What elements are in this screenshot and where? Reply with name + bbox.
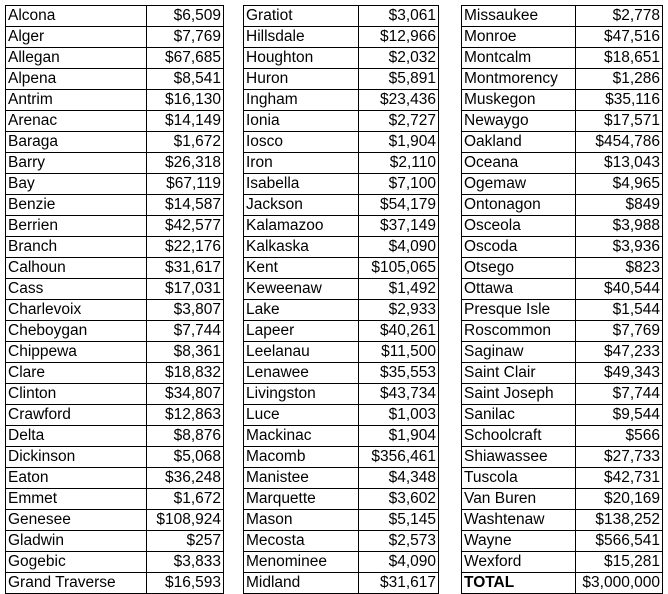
county-name-cell: Gogebic [6,552,147,573]
amount-cell: $4,965 [576,174,663,195]
table-row [244,153,439,174]
county-name-cell: Branch [6,237,147,258]
amount-cell: $37,149 [359,216,439,237]
county-name-cell: Wexford [462,552,576,573]
county-name-cell: Mackinac [244,426,359,447]
county-table-3 [461,5,663,594]
county-name-cell: Cass [6,279,147,300]
amount-cell: $3,988 [576,216,663,237]
county-name-cell: Ottawa [462,279,576,300]
county-name-cell: Berrien [6,216,147,237]
county-name-cell: Saint Clair [462,363,576,384]
county-name-cell: Lapeer [244,321,359,342]
table-row [6,531,224,552]
amount-cell: $823 [576,258,663,279]
amount-cell: $2,110 [359,153,439,174]
amount-cell: $36,248 [147,468,224,489]
table-row [244,573,439,594]
county-name-cell: Saginaw [462,342,576,363]
table-row [462,363,663,384]
amount-cell: $12,863 [147,405,224,426]
table-row [244,258,439,279]
table-body [6,6,224,594]
table-row [462,111,663,132]
amount-cell: $8,541 [147,69,224,90]
table-row [244,48,439,69]
county-name-cell: Emmet [6,489,147,510]
county-name-cell: Newaygo [462,111,576,132]
table-row [244,174,439,195]
amount-cell: $5,145 [359,510,439,531]
table-row [6,468,224,489]
amount-cell: $5,068 [147,447,224,468]
amount-cell: $34,807 [147,384,224,405]
county-name-cell: Shiawassee [462,447,576,468]
table-row [6,447,224,468]
amount-cell: $2,573 [359,531,439,552]
amount-cell: $11,500 [359,342,439,363]
county-name-cell: Lenawee [244,363,359,384]
county-name-cell: Alcona [6,6,147,27]
table-row [462,6,663,27]
table-row [6,195,224,216]
county-name-cell: Dickinson [6,447,147,468]
table-row [244,195,439,216]
table-row [244,300,439,321]
amount-cell: $42,577 [147,216,224,237]
county-name-cell: Kalkaska [244,237,359,258]
table-row [6,174,224,195]
table-row [6,300,224,321]
amount-cell: $22,176 [147,237,224,258]
table-row [462,531,663,552]
amount-cell: $67,685 [147,48,224,69]
table-row [244,111,439,132]
county-name-cell: Iosco [244,132,359,153]
table-row [462,489,663,510]
amount-cell: $108,924 [147,510,224,531]
table-row [244,405,439,426]
county-name-cell: Oakland [462,132,576,153]
table-row [6,573,224,594]
county-name-cell: Crawford [6,405,147,426]
amount-cell: $7,769 [576,321,663,342]
county-name-cell: Cheboygan [6,321,147,342]
amount-cell: $12,966 [359,27,439,48]
county-name-cell: Baraga [6,132,147,153]
amount-cell: $42,731 [576,468,663,489]
table-row [462,153,663,174]
table-row [6,27,224,48]
county-name-cell: Jackson [244,195,359,216]
county-name-cell: Isabella [244,174,359,195]
amount-cell: $54,179 [359,195,439,216]
county-name-cell: Gratiot [244,6,359,27]
amount-cell: $23,436 [359,90,439,111]
amount-cell: $1,904 [359,426,439,447]
table-row [462,342,663,363]
table-body [462,6,663,594]
county-name-cell: Presque Isle [462,300,576,321]
amount-cell: $40,544 [576,279,663,300]
total-row [462,573,663,594]
total-amount: $3,000,000 [576,573,663,594]
amount-cell: $2,727 [359,111,439,132]
county-name-cell: Macomb [244,447,359,468]
table-row [462,279,663,300]
county-name-cell: Alger [6,27,147,48]
table-row [244,552,439,573]
county-name-cell: Marquette [244,489,359,510]
amount-cell: $1,672 [147,489,224,510]
amount-cell: $47,516 [576,27,663,48]
amount-cell: $17,031 [147,279,224,300]
amount-cell: $3,602 [359,489,439,510]
table-row [244,342,439,363]
amount-cell: $1,492 [359,279,439,300]
county-name-cell: Kent [244,258,359,279]
amount-cell: $105,065 [359,258,439,279]
table-row [462,237,663,258]
amount-cell: $7,100 [359,174,439,195]
table-row [6,321,224,342]
table-row [6,426,224,447]
amount-cell: $35,553 [359,363,439,384]
table-row [244,468,439,489]
table-row [462,321,663,342]
table-row [6,363,224,384]
county-name-cell: Houghton [244,48,359,69]
table-row [6,489,224,510]
amount-cell: $2,778 [576,6,663,27]
county-name-cell: Hillsdale [244,27,359,48]
amount-cell: $18,832 [147,363,224,384]
amount-cell: $20,169 [576,489,663,510]
table-row [462,552,663,573]
county-name-cell: Antrim [6,90,147,111]
amount-cell: $3,833 [147,552,224,573]
table-row [244,531,439,552]
table-row [462,405,663,426]
table-row [6,384,224,405]
table-row [6,279,224,300]
county-name-cell: Mecosta [244,531,359,552]
county-name-cell: Clinton [6,384,147,405]
county-name-cell: Ogemaw [462,174,576,195]
table-row [6,153,224,174]
table-row [6,510,224,531]
table-row [244,363,439,384]
table-row [244,27,439,48]
table-body [244,6,439,594]
amount-cell: $5,891 [359,69,439,90]
amount-cell: $4,348 [359,468,439,489]
amount-cell: $138,252 [576,510,663,531]
table-row [462,447,663,468]
table-row [462,132,663,153]
amount-cell: $13,043 [576,153,663,174]
county-name-cell: Montmorency [462,69,576,90]
county-name-cell: Alpena [6,69,147,90]
amount-cell: $14,587 [147,195,224,216]
amount-cell: $7,769 [147,27,224,48]
amount-cell: $1,904 [359,132,439,153]
amount-cell: $2,032 [359,48,439,69]
county-name-cell: Keweenaw [244,279,359,300]
table-row [462,468,663,489]
county-name-cell: Manistee [244,468,359,489]
amount-cell: $15,281 [576,552,663,573]
county-name-cell: Grand Traverse [6,573,147,594]
table-row [6,111,224,132]
table-row [462,426,663,447]
table-row [462,48,663,69]
amount-cell: $3,936 [576,237,663,258]
amount-cell: $356,461 [359,447,439,468]
county-name-cell: Ontonagon [462,195,576,216]
county-name-cell: Montcalm [462,48,576,69]
table-row [6,132,224,153]
amount-cell: $17,571 [576,111,663,132]
table-row [244,132,439,153]
table-row [6,69,224,90]
county-name-cell: Midland [244,573,359,594]
county-name-cell: Genesee [6,510,147,531]
table-row [6,216,224,237]
county-name-cell: Mason [244,510,359,531]
county-name-cell: Arenac [6,111,147,132]
county-name-cell: Oscoda [462,237,576,258]
county-table-1 [5,5,224,594]
amount-cell: $7,744 [576,384,663,405]
county-name-cell: Roscommon [462,321,576,342]
county-name-cell: Wayne [462,531,576,552]
county-name-cell: Bay [6,174,147,195]
county-name-cell: Lake [244,300,359,321]
county-name-cell: Iron [244,153,359,174]
table-row [6,342,224,363]
county-name-cell: Gladwin [6,531,147,552]
table-row [6,552,224,573]
table-row [462,195,663,216]
county-name-cell: Chippewa [6,342,147,363]
amount-cell: $8,876 [147,426,224,447]
county-name-cell: Osceola [462,216,576,237]
county-name-cell: Delta [6,426,147,447]
amount-cell: $257 [147,531,224,552]
amount-cell: $4,090 [359,237,439,258]
amount-cell: $31,617 [359,573,439,594]
table-row [462,300,663,321]
table-row [244,69,439,90]
county-name-cell: Huron [244,69,359,90]
county-name-cell: Menominee [244,552,359,573]
amount-cell: $49,343 [576,363,663,384]
table-row [6,258,224,279]
county-name-cell: Clare [6,363,147,384]
amount-cell: $566 [576,426,663,447]
table-row [244,384,439,405]
amount-cell: $1,672 [147,132,224,153]
county-name-cell: Missaukee [462,6,576,27]
amount-cell: $31,617 [147,258,224,279]
county-name-cell: Kalamazoo [244,216,359,237]
amount-cell: $1,003 [359,405,439,426]
county-name-cell: Luce [244,405,359,426]
amount-cell: $47,233 [576,342,663,363]
county-name-cell: Allegan [6,48,147,69]
table-row [244,237,439,258]
table-row [6,48,224,69]
county-name-cell: Van Buren [462,489,576,510]
amount-cell: $3,061 [359,6,439,27]
county-name-cell: Muskegon [462,90,576,111]
county-name-cell: Tuscola [462,468,576,489]
amount-cell: $35,116 [576,90,663,111]
amount-cell: $8,361 [147,342,224,363]
table-row [244,6,439,27]
table-row [244,279,439,300]
amount-cell: $27,733 [576,447,663,468]
amount-cell: $849 [576,195,663,216]
table-row [6,237,224,258]
amount-cell: $566,541 [576,531,663,552]
amount-cell: $16,130 [147,90,224,111]
table-row [244,426,439,447]
table-row [462,90,663,111]
county-name-cell: Schoolcraft [462,426,576,447]
amount-cell: $16,593 [147,573,224,594]
county-name-cell: Ingham [244,90,359,111]
amount-cell: $7,744 [147,321,224,342]
amount-cell: $1,286 [576,69,663,90]
amount-cell: $4,090 [359,552,439,573]
county-name-cell: Otsego [462,258,576,279]
county-name-cell: Calhoun [6,258,147,279]
table-row [462,27,663,48]
amount-cell: $18,651 [576,48,663,69]
county-name-cell: Saint Joseph [462,384,576,405]
amount-cell: $1,544 [576,300,663,321]
amount-cell: $3,807 [147,300,224,321]
table-row [244,90,439,111]
amount-cell: $14,149 [147,111,224,132]
table-row [462,174,663,195]
table-row [462,216,663,237]
table-row [6,90,224,111]
table-row [6,405,224,426]
table-row [462,384,663,405]
county-name-cell: Charlevoix [6,300,147,321]
county-name-cell: Livingston [244,384,359,405]
county-name-cell: Ionia [244,111,359,132]
county-name-cell: Washtenaw [462,510,576,531]
table-row [462,69,663,90]
amount-cell: $67,119 [147,174,224,195]
table-row [244,447,439,468]
county-name-cell: Oceana [462,153,576,174]
total-label: TOTAL [462,573,576,594]
amount-cell: $26,318 [147,153,224,174]
amount-cell: $43,734 [359,384,439,405]
table-row [244,321,439,342]
county-name-cell: Leelanau [244,342,359,363]
county-name-cell: Sanilac [462,405,576,426]
table-row [6,6,224,27]
table-row [244,216,439,237]
county-name-cell: Benzie [6,195,147,216]
amount-cell: $9,544 [576,405,663,426]
amount-cell: $6,509 [147,6,224,27]
county-name-cell: Monroe [462,27,576,48]
table-row [462,258,663,279]
county-table-2 [243,5,439,594]
table-row [244,489,439,510]
amount-cell: $454,786 [576,132,663,153]
amount-cell: $40,261 [359,321,439,342]
amount-cell: $2,933 [359,300,439,321]
county-name-cell: Eaton [6,468,147,489]
table-row [244,510,439,531]
table-row [462,510,663,531]
county-name-cell: Barry [6,153,147,174]
